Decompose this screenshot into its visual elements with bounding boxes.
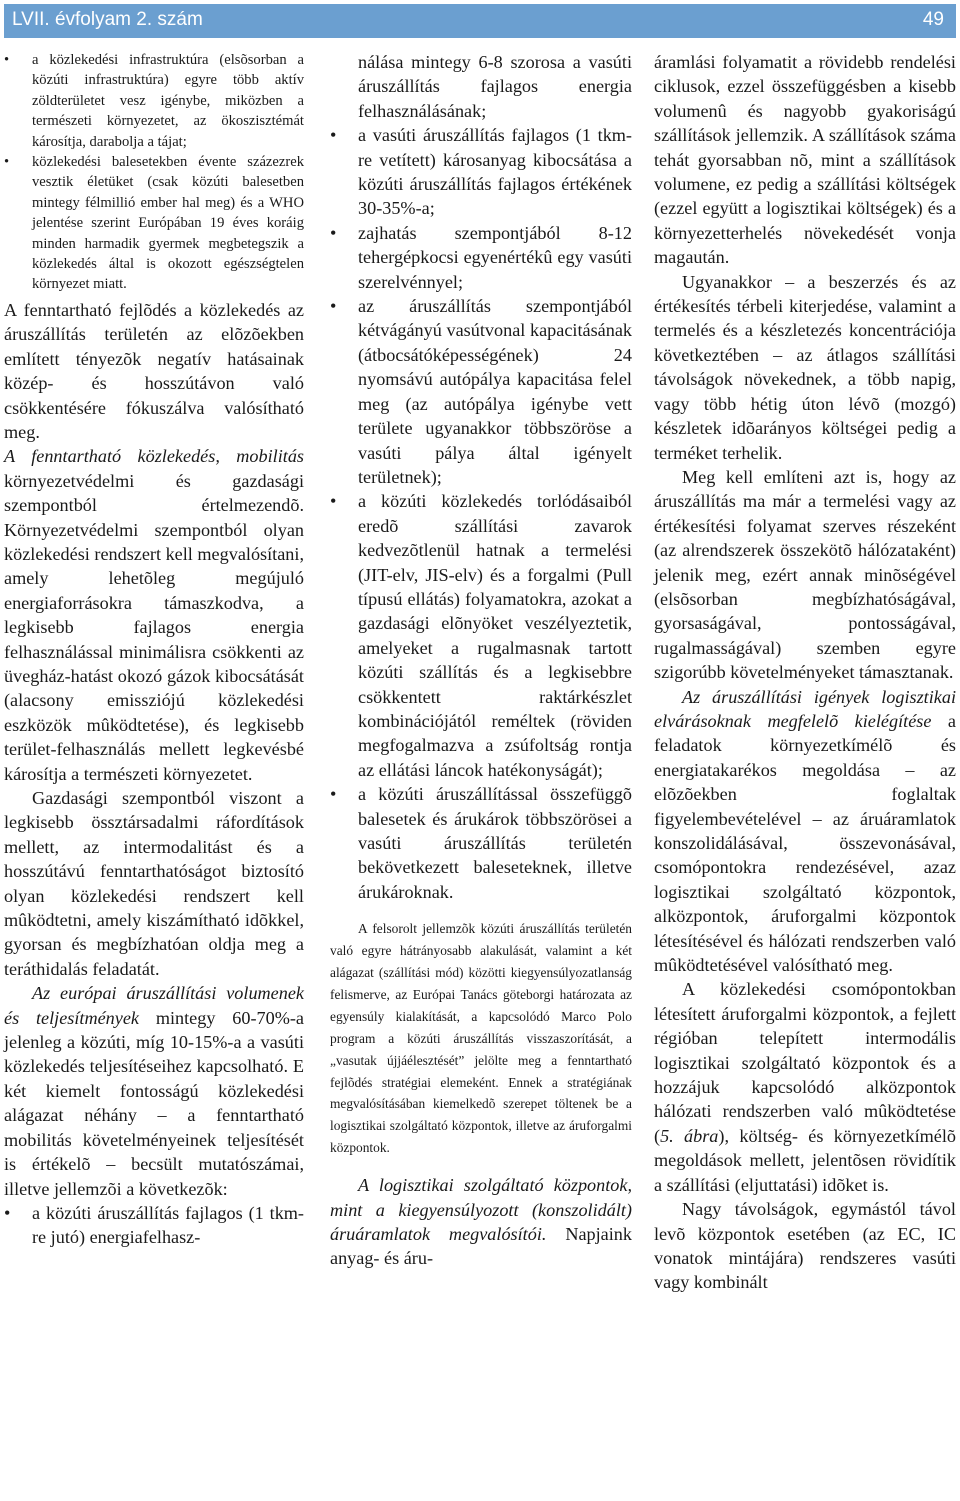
italic-phrase: Az áruszállítási igények logisztikai elvárásoknak megfelelõ kielégítése xyxy=(654,686,956,731)
list-item: • a közlekedési infrastruktúra (elsõsorban a közúti infrastruktúra) egyre több aktív zöldterületet vesz igénybe, miközben a természeti környezetet, az ökoszisztémát károsítja, darabolja a tájat; xyxy=(4,50,304,152)
paragraph: Nagy távolságok, egymástól távol levõ központok esetében (az EC, IC vonatok mintájára) rendszeres vasúti vagy kombinált xyxy=(654,1199,956,1293)
bullet-list xyxy=(4,1201,304,1250)
list-item: • a közúti áruszállítás fajlagos (1 tkm-re jutó) energiafelhasz- xyxy=(4,1201,304,1250)
italic-phrase: A logisztikai szolgáltató központok, mint a kiegyensúlyozott (konszolidált) áruáramlatok megvalósítói. xyxy=(330,1175,632,1244)
column-middle xyxy=(330,50,632,1271)
list-item: • a közúti áruszállítással összefüggõ balesetek és árukárok többszörösei a vasúti áruszállítás területén bekövetkezett baleseteknek, illetve árukároknak. xyxy=(330,782,632,904)
paragraph xyxy=(654,977,956,1197)
paragraph-text: A közlekedési csomópontokban létesített áruforgalmi központok, a fejlett régióban telepített intermodális logisztikai szolgáltató központok és a hozzájuk kapcsolódó alközpontok hálózati rendszerben való mûködtetése ( xyxy=(654,979,956,1146)
list-item: • az áruszállítás szempontjából kétvágányú vasútvonal kapacitásának (átbocsátóképességének) 24 nyomsávú autópálya kapacitása felel meg (az autópálya igénybe vett területe ugyanakkor többszöröse a vasúti pálya által igényelt területnek); xyxy=(330,294,632,489)
bullet-list xyxy=(4,50,304,295)
paragraph: Ugyanakkor – a beszerzés és az értékesítés térbeli kiterjedése, valamint a termelés és a készletezés koncentrációja következtében – az átlagos szállítási távolságok növekednek, a több napig, vagy több hétig úton lévõ (mozgó) készletek idõarányos költségei pedig a terméket terhelik. xyxy=(654,271,956,463)
paragraph xyxy=(4,444,304,786)
paragraph-continuation: nálása mintegy 6-8 szorosa a vasúti áruszállítás fajlagos energia felhasználásának; xyxy=(358,52,632,121)
list-item: • a közúti közlekedés torlódásaiból eredõ szállítási zavarok kedvezõtlenül hatnak a termelési (JIT-elv, JIS-elv) és a forgalmi (Pull típusú ellátás) folyamatokra, azokat a gazdasági elõnyöket veszélyeztetik, amelyeket a rugalmasnak tartott közúti szállítás és a legkisebbre csökkentett raktárkészlet kombinációjától reméltek (röviden megfogalmazva a zsúfoltság rontja az ellátási láncok hatékonyságát); xyxy=(330,489,632,782)
paragraph-text: Napjaink anyag- és áru- xyxy=(330,1224,632,1269)
column-right xyxy=(654,50,956,1295)
figure-reference: 5. ábra xyxy=(660,1125,719,1146)
page-number: 49 xyxy=(922,9,944,30)
paragraph-text: mintegy 60-70%-a jelenleg a közúti, míg 10-15%-a a vasúti közlekedés teljesítéseihez kapcsolható. E két kiemelt fontosságú közlekedési alágazat néhány – a fenntartható mobilitás követelményeinek teljesítését is értékelõ – becsült mutatószámai, illetve jellemzõi a következõk: xyxy=(4,1007,304,1199)
italic-phrase: A fenntartható közlekedés, mobilitás xyxy=(4,446,304,467)
paragraph: áramlási folyamatit a rövidebb rendelési ciklusok, ezzel összefüggésben a kisebb volumenû és nagyobb gyakoriságú szállítások jellemzik. A szállítások száma tehát gyorsabban nõ, mint a szállítások volumene, ez pedig a szállítási költségek (ezzel együtt a logisztikai költségek) és a környezetterhelés növekedését vonja magaután. xyxy=(654,52,956,268)
list-item: • a vasúti áruszállítás fajlagos (1 tkm-re vetített) károsanyag kibocsátása a közúti áruszállítás fajlagos értékének 30-35%-a; xyxy=(330,123,632,221)
paragraph: Meg kell említeni azt is, hogy az áruszállítás ma már a termelési vagy az értékesítési folyamat szerves részeként (az alrendszerek összekötõ hálózataként) jelenik meg, ezért annak minõségével (elsõsorban megbízhatóságával, gyorsaságával, pontosságával, rugalmasságával) szemben egyre szigorúbb követelményeket támasztanak. xyxy=(654,466,956,683)
paragraph: A fenntartható fejlõdés a közlekedés az áruszállítás területén az elõzõekben említett tényezõk negatív hatásainak közép- és hosszútávon való csökkentésére fókuszálva valósítható meg. xyxy=(4,299,304,442)
paragraph-text: környezetvédelmi és gazdasági szempontból értelmezendõ. Környezetvédelmi szempontból olyan közlekedési rendszert kell megvalósítani, amely lehetõleg megújuló energiaforrásokra támaszkodva, a legkisebb fajlagos energia felhasználással minimálisra csökkenti az üvegház-hatást okozó gázok kibocsátását (alacsony emissziójú közlekedési eszközök mûködtetése), és legkisebb terület-felhasználás mellett legkevésbé károsítja a természeti környezetet. xyxy=(4,470,304,784)
column-left xyxy=(4,50,304,1250)
italic-phrase: Az európai áruszállítási volumenek és teljesítmények xyxy=(4,983,304,1028)
paragraph: Gazdasági szempontból viszont a legkisebb össztársadalmi ráfordítások mellett, az intermodalitást és a hosszútávú fenntarthatóságot biztosító olyan közlekedési rendszert kell mûködtetni, amely kiszámítható idõkkel, gyorsan és megbízhatóan oldja meg a teráthidalás feladatát. xyxy=(4,788,304,979)
paragraph-text: ), költség- és környezetkímélõ megoldások mellett, jelentõsen rövidítik a szállítási (eljuttatási) idõket is. xyxy=(654,1125,956,1195)
small-paragraph: A felsorolt jellemzõk közúti áruszállítás területén való egyre hátrányosabb alakulását, valamint a két alágazat (szállítási mód) közötti kiegyensúlyozatlanság felismerve, az Európai Tanács göteborgi határozata az egyensúly kialakítását, a kapcsolódó Marco Polo program a közúti áruszállítás visszaszorítását, a „vasutak újjáélesztését” jelölte meg a fenntartható fejlõdés stratégiai elemeként. Ennek a stratégiának megvalósításában kiemelkedõ szerepet töltenek be a logisztikai szolgáltató központok, illetve az áruforgalmi központok. xyxy=(330,921,632,1156)
paragraph xyxy=(4,981,304,1201)
list-item: • zajhatás szempontjából 8-12 tehergépkocsi egyenértékû egy vasúti szerelvénnyel; xyxy=(330,221,632,294)
journal-header-bar xyxy=(4,4,956,38)
bullet-list xyxy=(330,123,632,904)
volume-label: LVII. évfolyam 2. szám xyxy=(12,9,203,30)
paragraph xyxy=(654,685,956,978)
paragraph-text: a feladatok környezetkímélõ és energiatakarékos megoldása – az elõzõekben foglaltak figyelembevételével – az áruáramlatok konszolidálásával, összevonásával, csomópontokra rendezésével, azaz logisztikai szolgáltató központok, alközpontok, áruforgalmi központok létesítésével és hálózati rendszerben való mûködtetésével valósítható meg. xyxy=(654,710,956,976)
list-item: • közlekedési balesetekben évente százezrek vesztik életüket (csak közúti balesetben mintegy félmillió ember hal meg) és a WHO jelentése szerint Európában 19 éves koráig minden harmadik gyermek megbetegszik a közlekedés által is okozott egészségtelen környezet miatt. xyxy=(4,152,304,295)
paragraph xyxy=(330,1173,632,1271)
